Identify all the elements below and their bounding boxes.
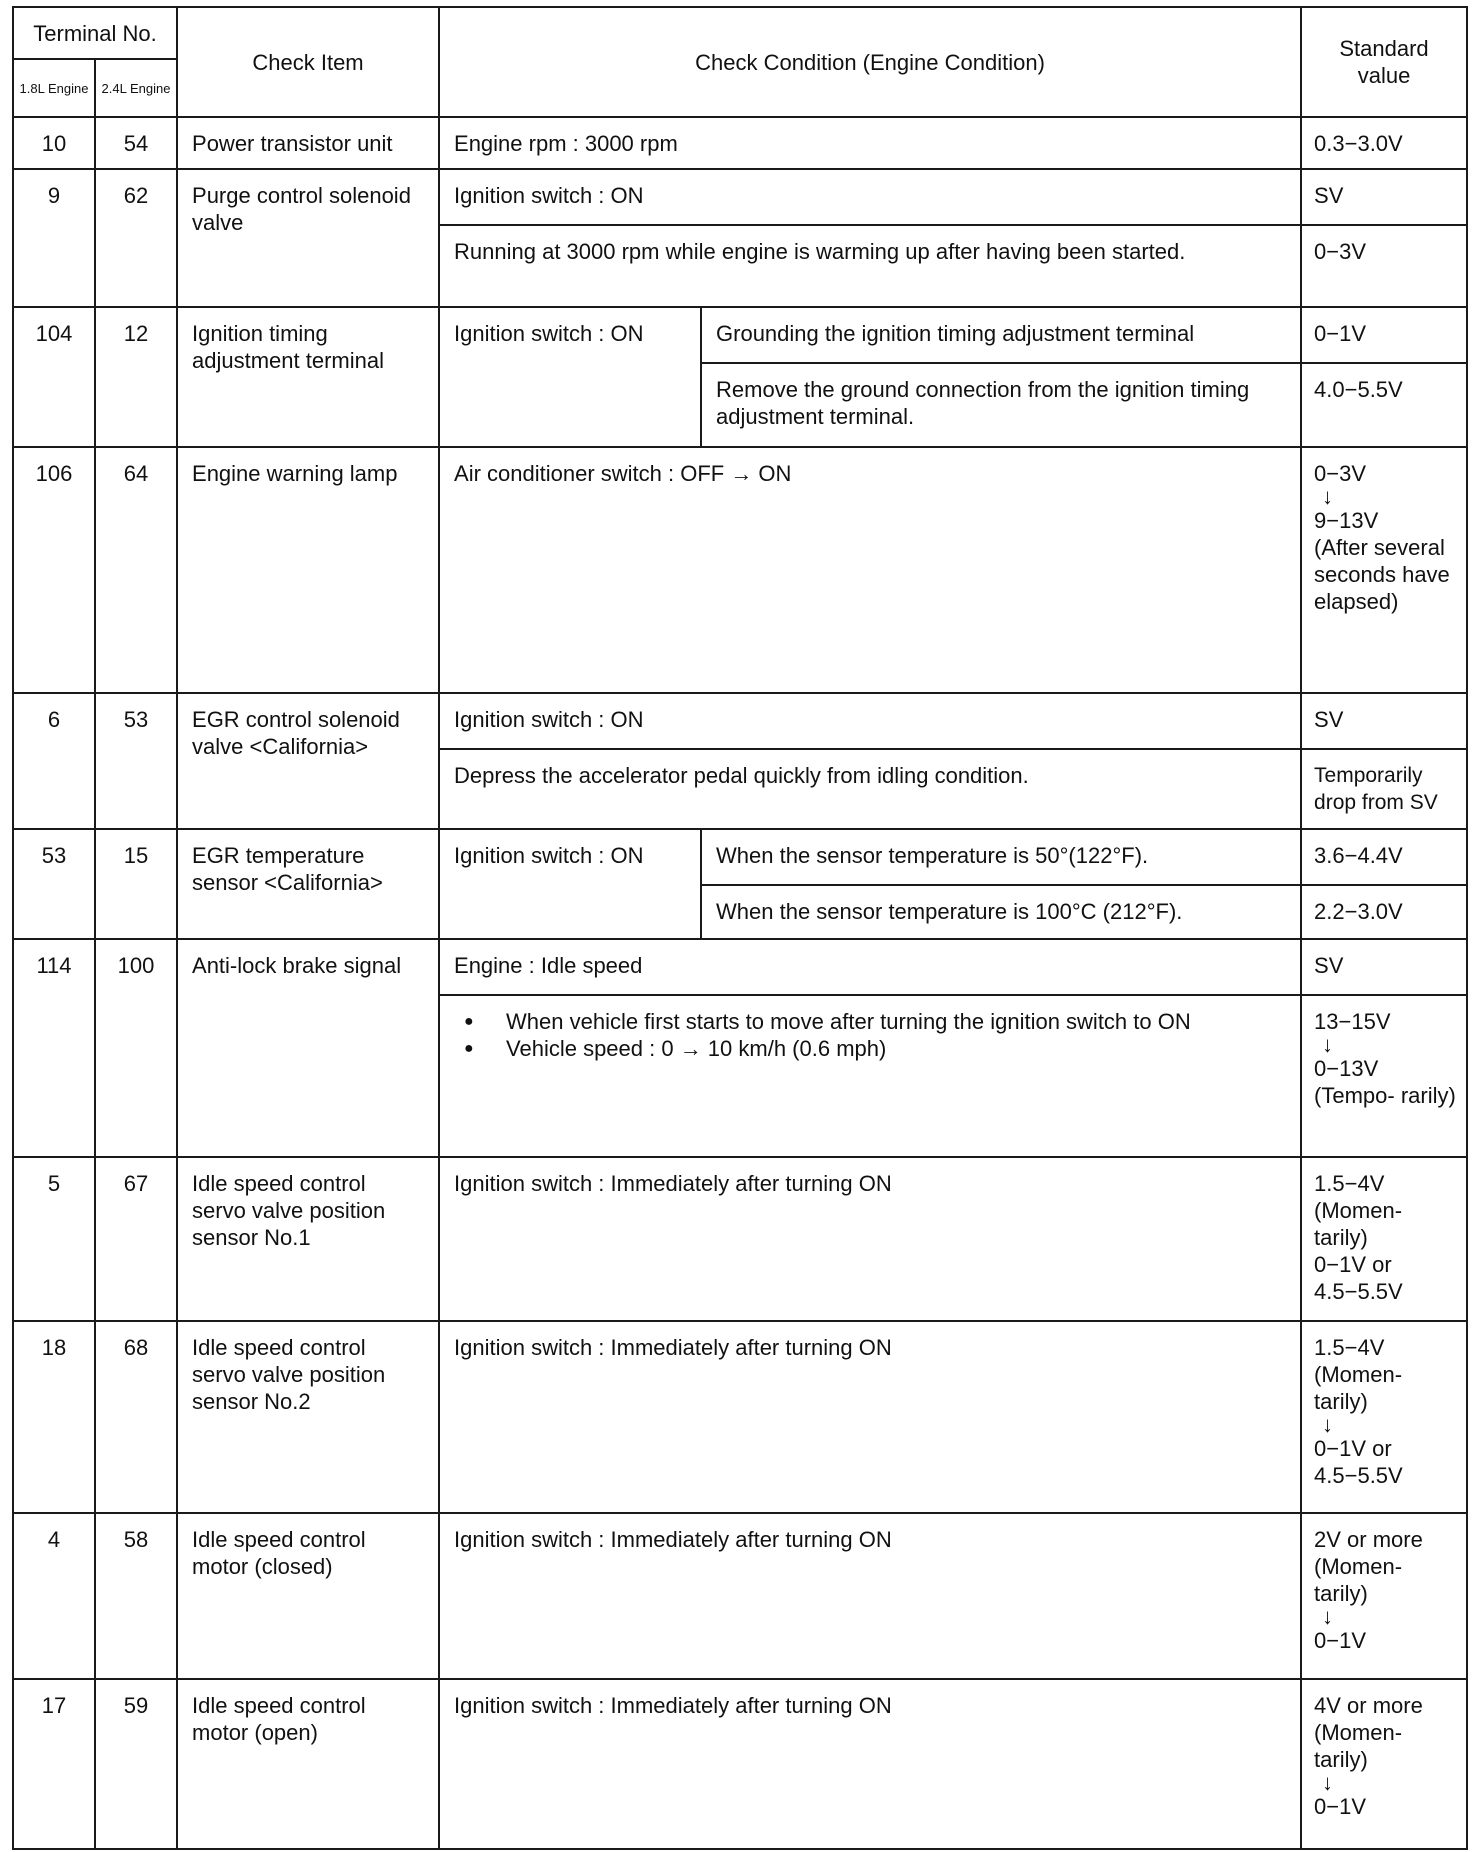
table-row: [13, 939, 1467, 995]
standard-value-note: (Momen- tarily): [1314, 1362, 1403, 1414]
standard-value: 9−13V: [1314, 508, 1379, 533]
down-arrow-icon: ↓: [1322, 1412, 1334, 1437]
check-condition: Ignition switch : Immediately after turning ON: [439, 1157, 1301, 1321]
terminal-24: 64: [95, 447, 177, 693]
table-row: [13, 117, 1467, 169]
bullet-item: ● Vehicle speed : 0 → 10 km/h (0.6 mph): [454, 1035, 1286, 1062]
terminal-18: 53: [13, 829, 95, 939]
standard-value: SV: [1301, 693, 1467, 749]
terminal-18: 10: [13, 117, 95, 169]
header-check-item: Check Item: [177, 7, 439, 117]
check-condition: Engine rpm : 3000 rpm: [439, 117, 1301, 169]
standard-value: 0.3−3.0V: [1301, 117, 1467, 169]
check-item: Engine warning lamp: [177, 447, 439, 693]
terminal-18: 104: [13, 307, 95, 447]
terminal-18: 114: [13, 939, 95, 1157]
header-terminal-no: Terminal No.: [13, 7, 177, 59]
check-condition: Ignition switch : ON: [439, 169, 1301, 225]
terminal-24: 67: [95, 1157, 177, 1321]
check-subcondition: Remove the ground connection from the ignition timing adjustment terminal.: [701, 363, 1301, 447]
down-arrow-icon: ↓: [1322, 1604, 1334, 1629]
standard-value: 4.5−5.5V: [1314, 1279, 1403, 1304]
standard-value-note: (Tempo- rarily): [1314, 1083, 1456, 1108]
table-row: [13, 693, 1467, 749]
terminal-18: 4: [13, 1513, 95, 1679]
check-item: EGR temperature sensor <California>: [177, 829, 439, 939]
header-standard-value: Standard value: [1301, 7, 1467, 117]
check-item: Idle speed control servo valve position sensor No.2: [177, 1321, 439, 1513]
standard-value: Temporarily drop from SV: [1301, 749, 1467, 829]
terminal-24: 68: [95, 1321, 177, 1513]
check-condition: Ignition switch : ON: [439, 307, 701, 447]
table-row: [13, 1157, 1467, 1321]
terminal-check-table: [12, 6, 1468, 1850]
terminal-check-table-sheet: [12, 6, 1466, 1846]
check-condition: Ignition switch : Immediately after turning ON: [439, 1321, 1301, 1513]
header-engine-18: 1.8L Engine: [13, 59, 95, 117]
table-row: [13, 1679, 1467, 1849]
standard-value: 0−1V: [1314, 1794, 1367, 1819]
down-arrow-icon: ↓: [1322, 484, 1334, 509]
standard-value: 13−15V: [1314, 1009, 1391, 1034]
check-item: Anti-lock brake signal: [177, 939, 439, 1157]
standard-value: 1.5−4V: [1314, 1171, 1385, 1196]
terminal-24: 54: [95, 117, 177, 169]
down-arrow-icon: ↓: [1322, 1032, 1334, 1057]
standard-value: 0−1V: [1314, 1628, 1367, 1653]
table-row: [13, 307, 1467, 363]
down-arrow-icon: ↓: [1322, 1770, 1334, 1795]
standard-value-cell: [1301, 1157, 1467, 1321]
check-condition: Engine : Idle speed: [439, 939, 1301, 995]
table-row: [13, 829, 1467, 885]
terminal-18: 5: [13, 1157, 95, 1321]
check-subcondition: When the sensor temperature is 100°C (212°F).: [701, 885, 1301, 939]
check-condition-bullets: [439, 995, 1301, 1157]
check-condition: Air conditioner switch : OFF → ON: [439, 447, 1301, 693]
terminal-18: 9: [13, 169, 95, 307]
standard-value-cell: [1301, 1513, 1467, 1679]
check-condition: Ignition switch : ON: [439, 693, 1301, 749]
table-row: [13, 1513, 1467, 1679]
terminal-24: 59: [95, 1679, 177, 1849]
table-row: [13, 1321, 1467, 1513]
check-subcondition: When the sensor temperature is 50°(122°F).: [701, 829, 1301, 885]
check-item: Idle speed control servo valve position sensor No.1: [177, 1157, 439, 1321]
standard-value-note: (Momen- tarily): [1314, 1198, 1403, 1250]
check-item: Idle speed control motor (open): [177, 1679, 439, 1849]
check-item: Idle speed control motor (closed): [177, 1513, 439, 1679]
check-item: EGR control solenoid valve <California>: [177, 693, 439, 829]
standard-value-cell: [1301, 1679, 1467, 1849]
check-condition: Ignition switch : ON: [439, 829, 701, 939]
table-row: [13, 447, 1467, 693]
standard-value: SV: [1301, 169, 1467, 225]
check-subcondition: Grounding the ignition timing adjustment terminal: [701, 307, 1301, 363]
terminal-18: 106: [13, 447, 95, 693]
standard-value: 4.5−5.5V: [1314, 1463, 1403, 1488]
bullet-item: ● When vehicle first starts to move after turning the ignition switch to ON: [454, 1008, 1286, 1035]
check-condition: Depress the accelerator pedal quickly from idling condition.: [439, 749, 1301, 829]
standard-value: 0−3V: [1301, 225, 1467, 307]
standard-value: 4.0−5.5V: [1301, 363, 1467, 447]
check-item: Ignition timing adjustment terminal: [177, 307, 439, 447]
check-condition: Running at 3000 rpm while engine is warming up after having been started.: [439, 225, 1301, 307]
check-item: Power transistor unit: [177, 117, 439, 169]
check-item: Purge control solenoid valve: [177, 169, 439, 307]
standard-value: 2V or more: [1314, 1527, 1423, 1552]
header-row: [13, 7, 1467, 59]
standard-value: 0−13V: [1314, 1056, 1379, 1081]
standard-value: 0−3V: [1314, 461, 1367, 486]
terminal-24: 62: [95, 169, 177, 307]
standard-value-cell: [1301, 995, 1467, 1157]
standard-value-note: (Momen- tarily): [1314, 1720, 1403, 1772]
standard-value-cell: [1301, 447, 1467, 693]
check-condition: Ignition switch : Immediately after turning ON: [439, 1513, 1301, 1679]
terminal-18: 17: [13, 1679, 95, 1849]
standard-value-note: (Momen- tarily): [1314, 1554, 1403, 1606]
standard-value: 1.5−4V: [1314, 1335, 1385, 1360]
standard-value-cell: [1301, 1321, 1467, 1513]
check-condition: Ignition switch : Immediately after turning ON: [439, 1679, 1301, 1849]
terminal-24: 58: [95, 1513, 177, 1679]
terminal-24: 12: [95, 307, 177, 447]
terminal-18: 6: [13, 693, 95, 829]
table-row: [13, 169, 1467, 225]
header-engine-24: 2.4L Engine: [95, 59, 177, 117]
terminal-24: 15: [95, 829, 177, 939]
terminal-18: 18: [13, 1321, 95, 1513]
standard-value: 0−1V or: [1314, 1252, 1392, 1277]
standard-value: 4V or more: [1314, 1693, 1423, 1718]
standard-value: SV: [1301, 939, 1467, 995]
header-check-condition: Check Condition (Engine Condition): [439, 7, 1301, 117]
standard-value: 2.2−3.0V: [1301, 885, 1467, 939]
standard-value: 0−1V: [1301, 307, 1467, 363]
standard-value: 3.6−4.4V: [1301, 829, 1467, 885]
standard-value-note: (After several seconds have elapsed): [1314, 535, 1450, 614]
terminal-24: 53: [95, 693, 177, 829]
terminal-24: 100: [95, 939, 177, 1157]
standard-value: 0−1V or: [1314, 1436, 1392, 1461]
